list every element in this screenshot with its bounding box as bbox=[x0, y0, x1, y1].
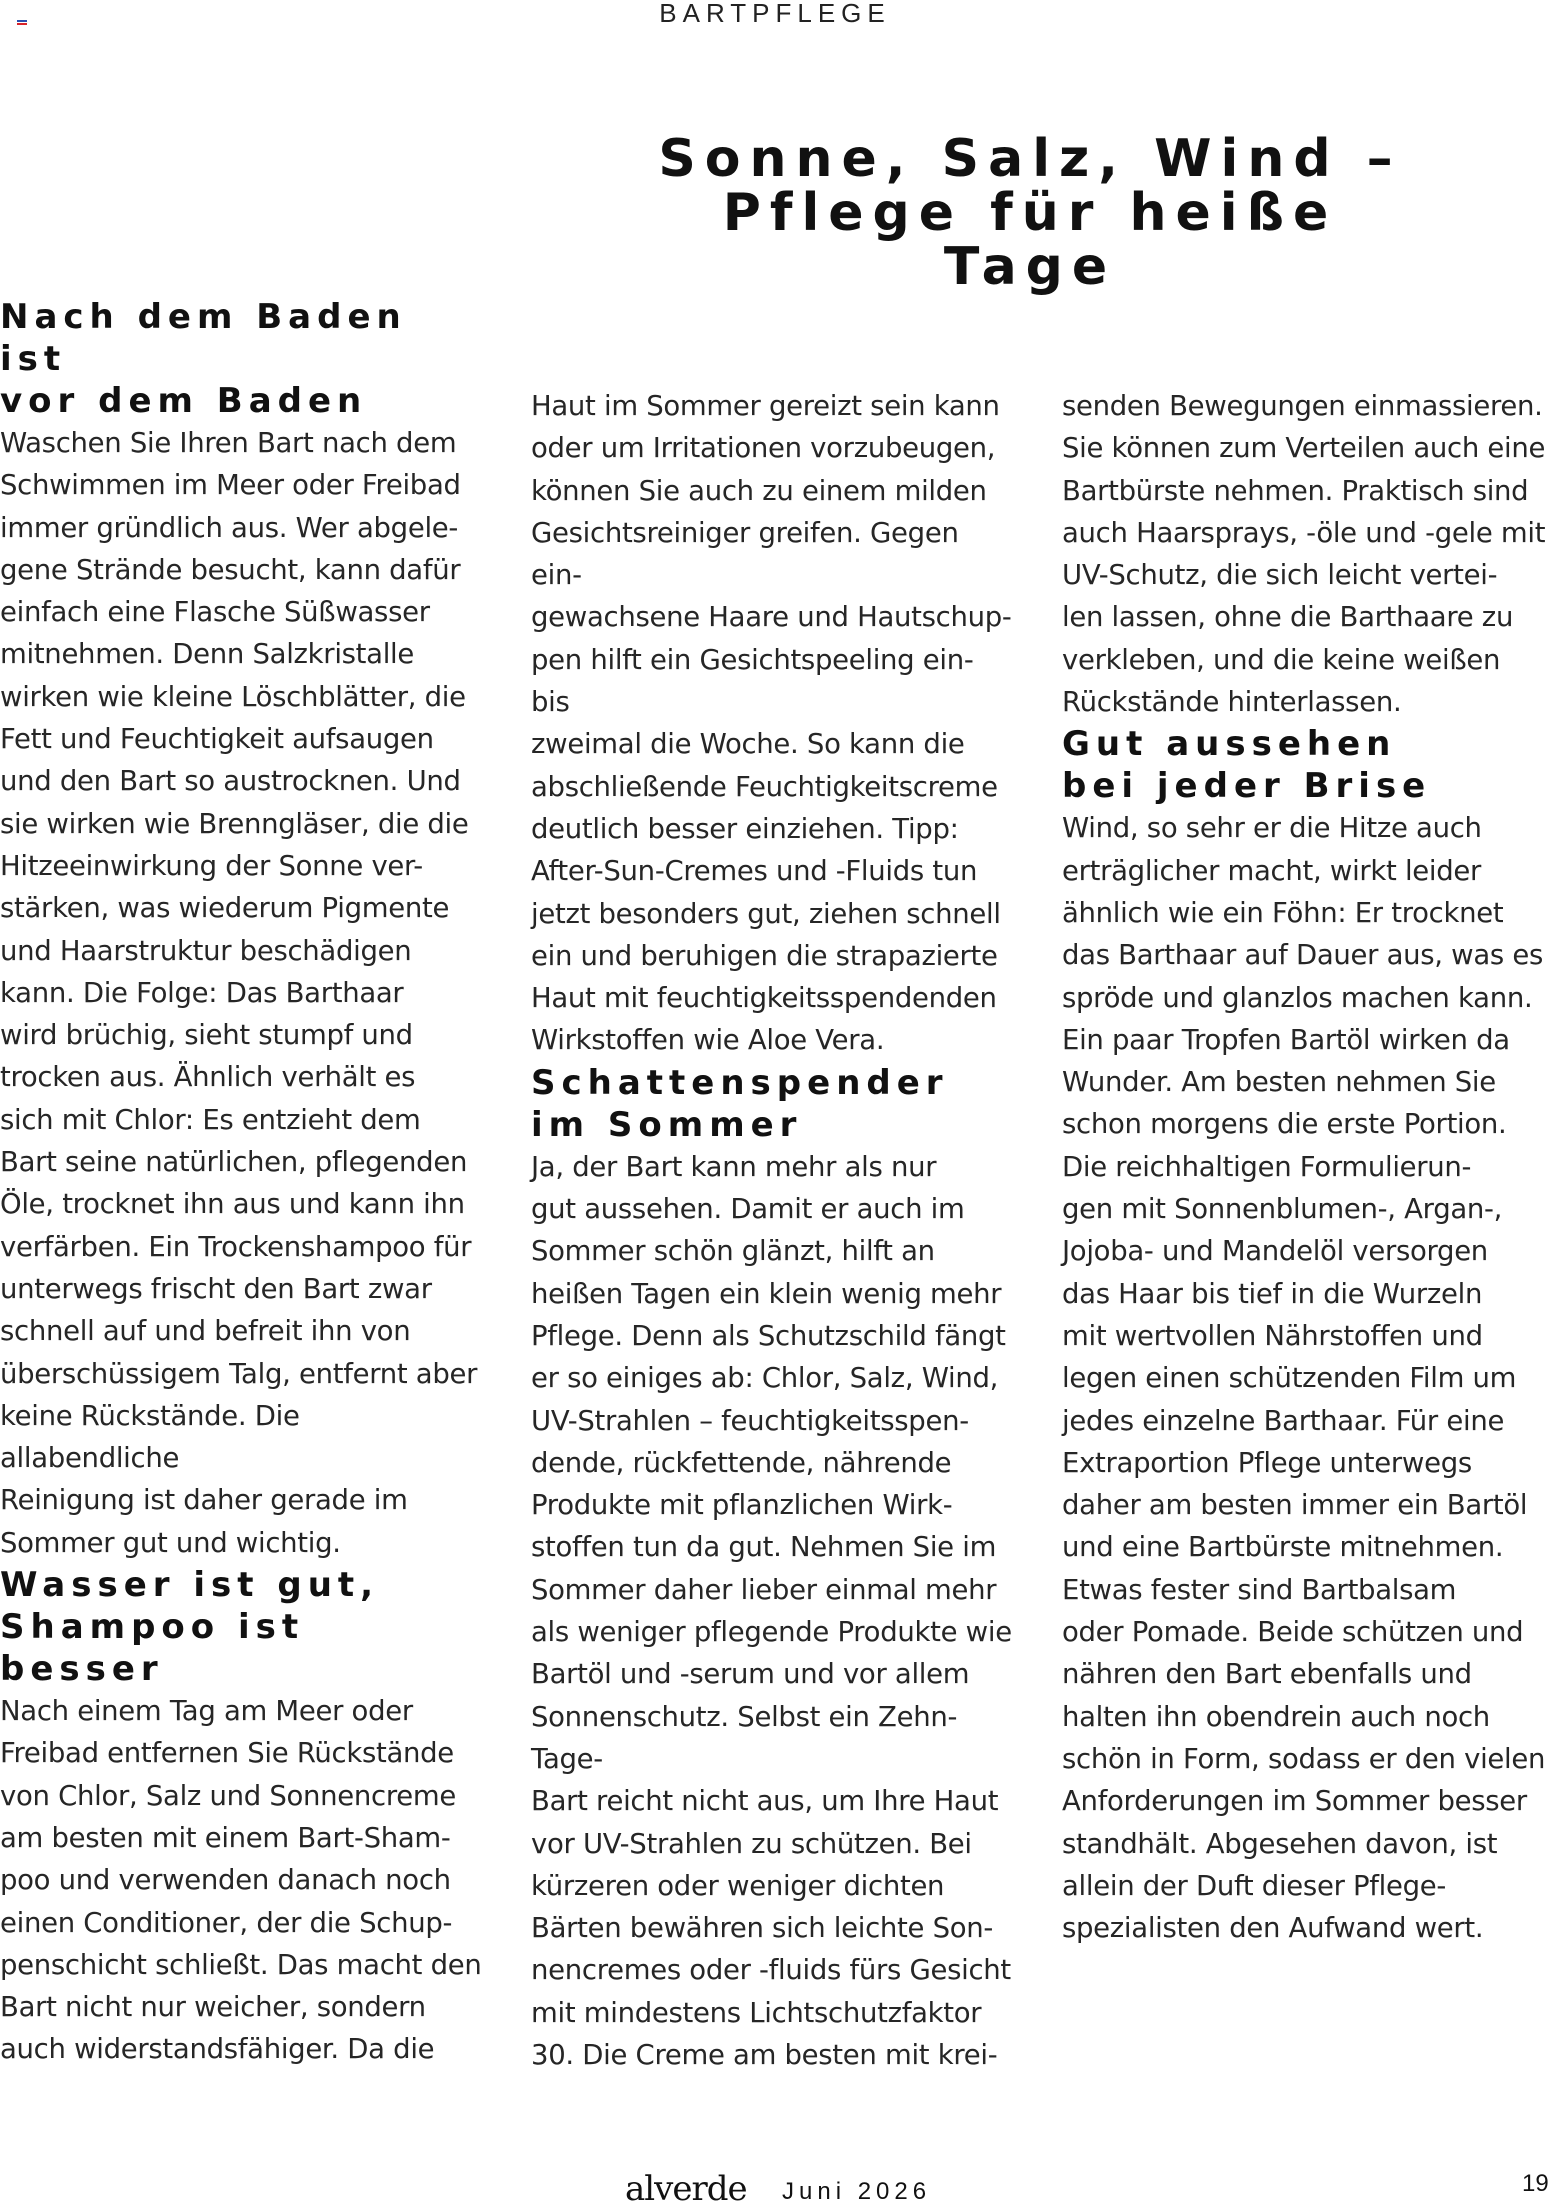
article-column-2 bbox=[531, 385, 1016, 2076]
article-column-3 bbox=[1062, 385, 1547, 1949]
subheading-gut-aussehen bbox=[1062, 723, 1547, 807]
subheading-line-2: im Sommer bbox=[531, 1104, 803, 1145]
body-text: Haut im Sommer gereizt sein kann oder um Irritationen vorzubeugen, können Sie auch zu einem milden Gesichtsreiniger greifen. Gegen ein- gewachsene Haare und Hautschup- pen hilft ein Gesichtspeeling ein- bis zweimal die Woche. So kann die abschließende Feuchtigkeitscreme deutlich besser einziehen. Tipp: After-Sun-Cremes und -Fluids tun jetzt besonders gut, ziehen schnell ein und beruhigen die strapazierte Haut mit feuchtigkeitsspendenden Wirkstoffen wie Aloe Vera. bbox=[531, 390, 1012, 1057]
headline-line-2: Pflege für heiße Tage bbox=[722, 183, 1338, 297]
body-text: Nach einem Tag am Meer oder Freibad entfernen Sie Rückstände von Chlor, Salz und Sonnencreme am besten mit einem Bart-Sham- poo und verwenden danach noch einen Conditioner, der die Schup- penschicht schließt. Das macht den Bart nicht nur weicher, sondern auch widerstandsfähiger. Da die bbox=[0, 1695, 482, 2066]
subheading-line-2: Shampoo ist besser bbox=[0, 1607, 305, 1690]
body-text: Wind, so sehr er die Hitze auch erträglicher macht, wirkt leider ähnlich wie ein Föhn: Er trocknet das Barthaar auf Dauer aus, was es spröde und glanzlos machen kann. Ein paar Tropfen Bartöl wirken da Wunder. Am besten nehmen Sie schon morgens die erste Portion. Die reichhaltigen Formulierun- gen mit Sonnenblumen-, Argan-, Jojoba- und Mandelöl versorgen das Haar bis tief in die Wurzeln mit wertvollen Nährstoffen und legen einen schützenden Film um jedes einzelne Barthaar. Für eine Extraportion Pflege unterwegs daher am besten immer ein Bartöl und eine Bartbürste mitnehmen. Etwas fester sind Bartbalsam oder Pomade. Beide schützen und nähren den Bart ebenfalls und halten ihn obendrein auch noch schön in Form, sodass er den vielen Anforderungen im Sommer besser standhält. Abgesehen davon, ist allein der Duft dieser Pflege- spezialisten den Aufwand wert. bbox=[1062, 812, 1546, 1945]
article-column-1 bbox=[0, 296, 485, 2071]
subheading-line-2: bei jeder Brise bbox=[1062, 766, 1432, 807]
subheading-line-1: Gut aussehen bbox=[1062, 724, 1397, 765]
body-text: Ja, der Bart kann mehr als nur gut aussehen. Damit er auch im Sommer schön glänzt, hilft an heißen Tagen ein klein wenig mehr Pflege. Denn als Schutzschild fängt er so einiges ab: Chlor, Salz, Wind, UV-Strahlen – feuchtigkeitsspen- dende, rückfettende, nährende Produkte mit pflanzlichen Wirk- stoffen tun da gut. Nehmen Sie im Sommer daher lieber einmal mehr als weniger pflegende Produkte wie Bartöl und -serum und vor allem Sonnenschutz. Selbst ein Zehn-Tage- Bart reicht nicht aus, um Ihre Haut vor UV-Strahlen zu schützen. Bei kürzeren oder weniger dichten Bärten bewähren sich leichte Son- nencremes oder -fluids fürs Gesicht mit mindestens Lichtschutzfaktor 30. Die Creme am besten mit krei- bbox=[531, 1150, 1012, 2071]
subheading-line-1: Wasser ist gut, bbox=[0, 1565, 380, 1606]
subheading-line-1: Schattenspender bbox=[531, 1062, 949, 1103]
page-footer bbox=[0, 2169, 1550, 2209]
body-text: senden Bewegungen einmassieren. Sie können zum Verteilen auch eine Bartbürste nehmen. Praktisch sind auch Haarsprays, -öle und -gele mit UV-Schutz, die sich leicht vertei- len lassen, ohne die Barthaare zu verkleben, und die keine weißen Rückstände hinterlassen. bbox=[1062, 390, 1546, 719]
issue-date: Juni 2026 bbox=[782, 2178, 932, 2205]
body-text: Waschen Sie Ihren Bart nach dem Schwimmen im Meer oder Freibad immer gründlich aus. Wer abgele- gene Strände besucht, kann dafür einfach eine Flasche Süßwasser mitnehmen. Denn Salzkristalle wirken wie kleine Löschblätter, die Fett und Feuchtigkeit aufsaugen und den Bart so austrocknen. Und sie wirken wie Brenngläser, die die Hitzeeinwirkung der Sonne ver- stärken, was wiederum Pigmente und Haarstruktur beschädigen kann. Die Folge: Das Barthaar wird brüchig, sieht stumpf und trocken aus. Ähnlich verhält es sich mit Chlor: Es entzieht dem Bart seine natürlichen, pflegenden Öle, trocknet ihn aus und kann ihn verfärben. Ein Trockenshampoo für unterwegs frischt den Bart zwar schnell auf und befreit ihn von überschüssigem Talg, entfernt aber keine Rückstände. Die allabendliche Reinigung ist daher gerade im Sommer gut und wichtig. bbox=[0, 427, 478, 1559]
brand-logo: alverde bbox=[625, 2169, 747, 2209]
subheading-schattenspender bbox=[531, 1062, 1016, 1146]
section-label: BARTPFLEGE bbox=[659, 0, 891, 28]
subheading-wasser-ist-gut bbox=[0, 1564, 485, 1690]
subheading-nach-dem-baden bbox=[0, 296, 485, 422]
headline-line-1: Sonne, Salz, Wind – bbox=[658, 129, 1402, 189]
page-number: 19 bbox=[1522, 2170, 1549, 2197]
subheading-line-1: Nach dem Baden ist bbox=[0, 297, 407, 379]
article-headline bbox=[640, 129, 1420, 297]
subheading-line-2: vor dem Baden bbox=[0, 381, 368, 421]
